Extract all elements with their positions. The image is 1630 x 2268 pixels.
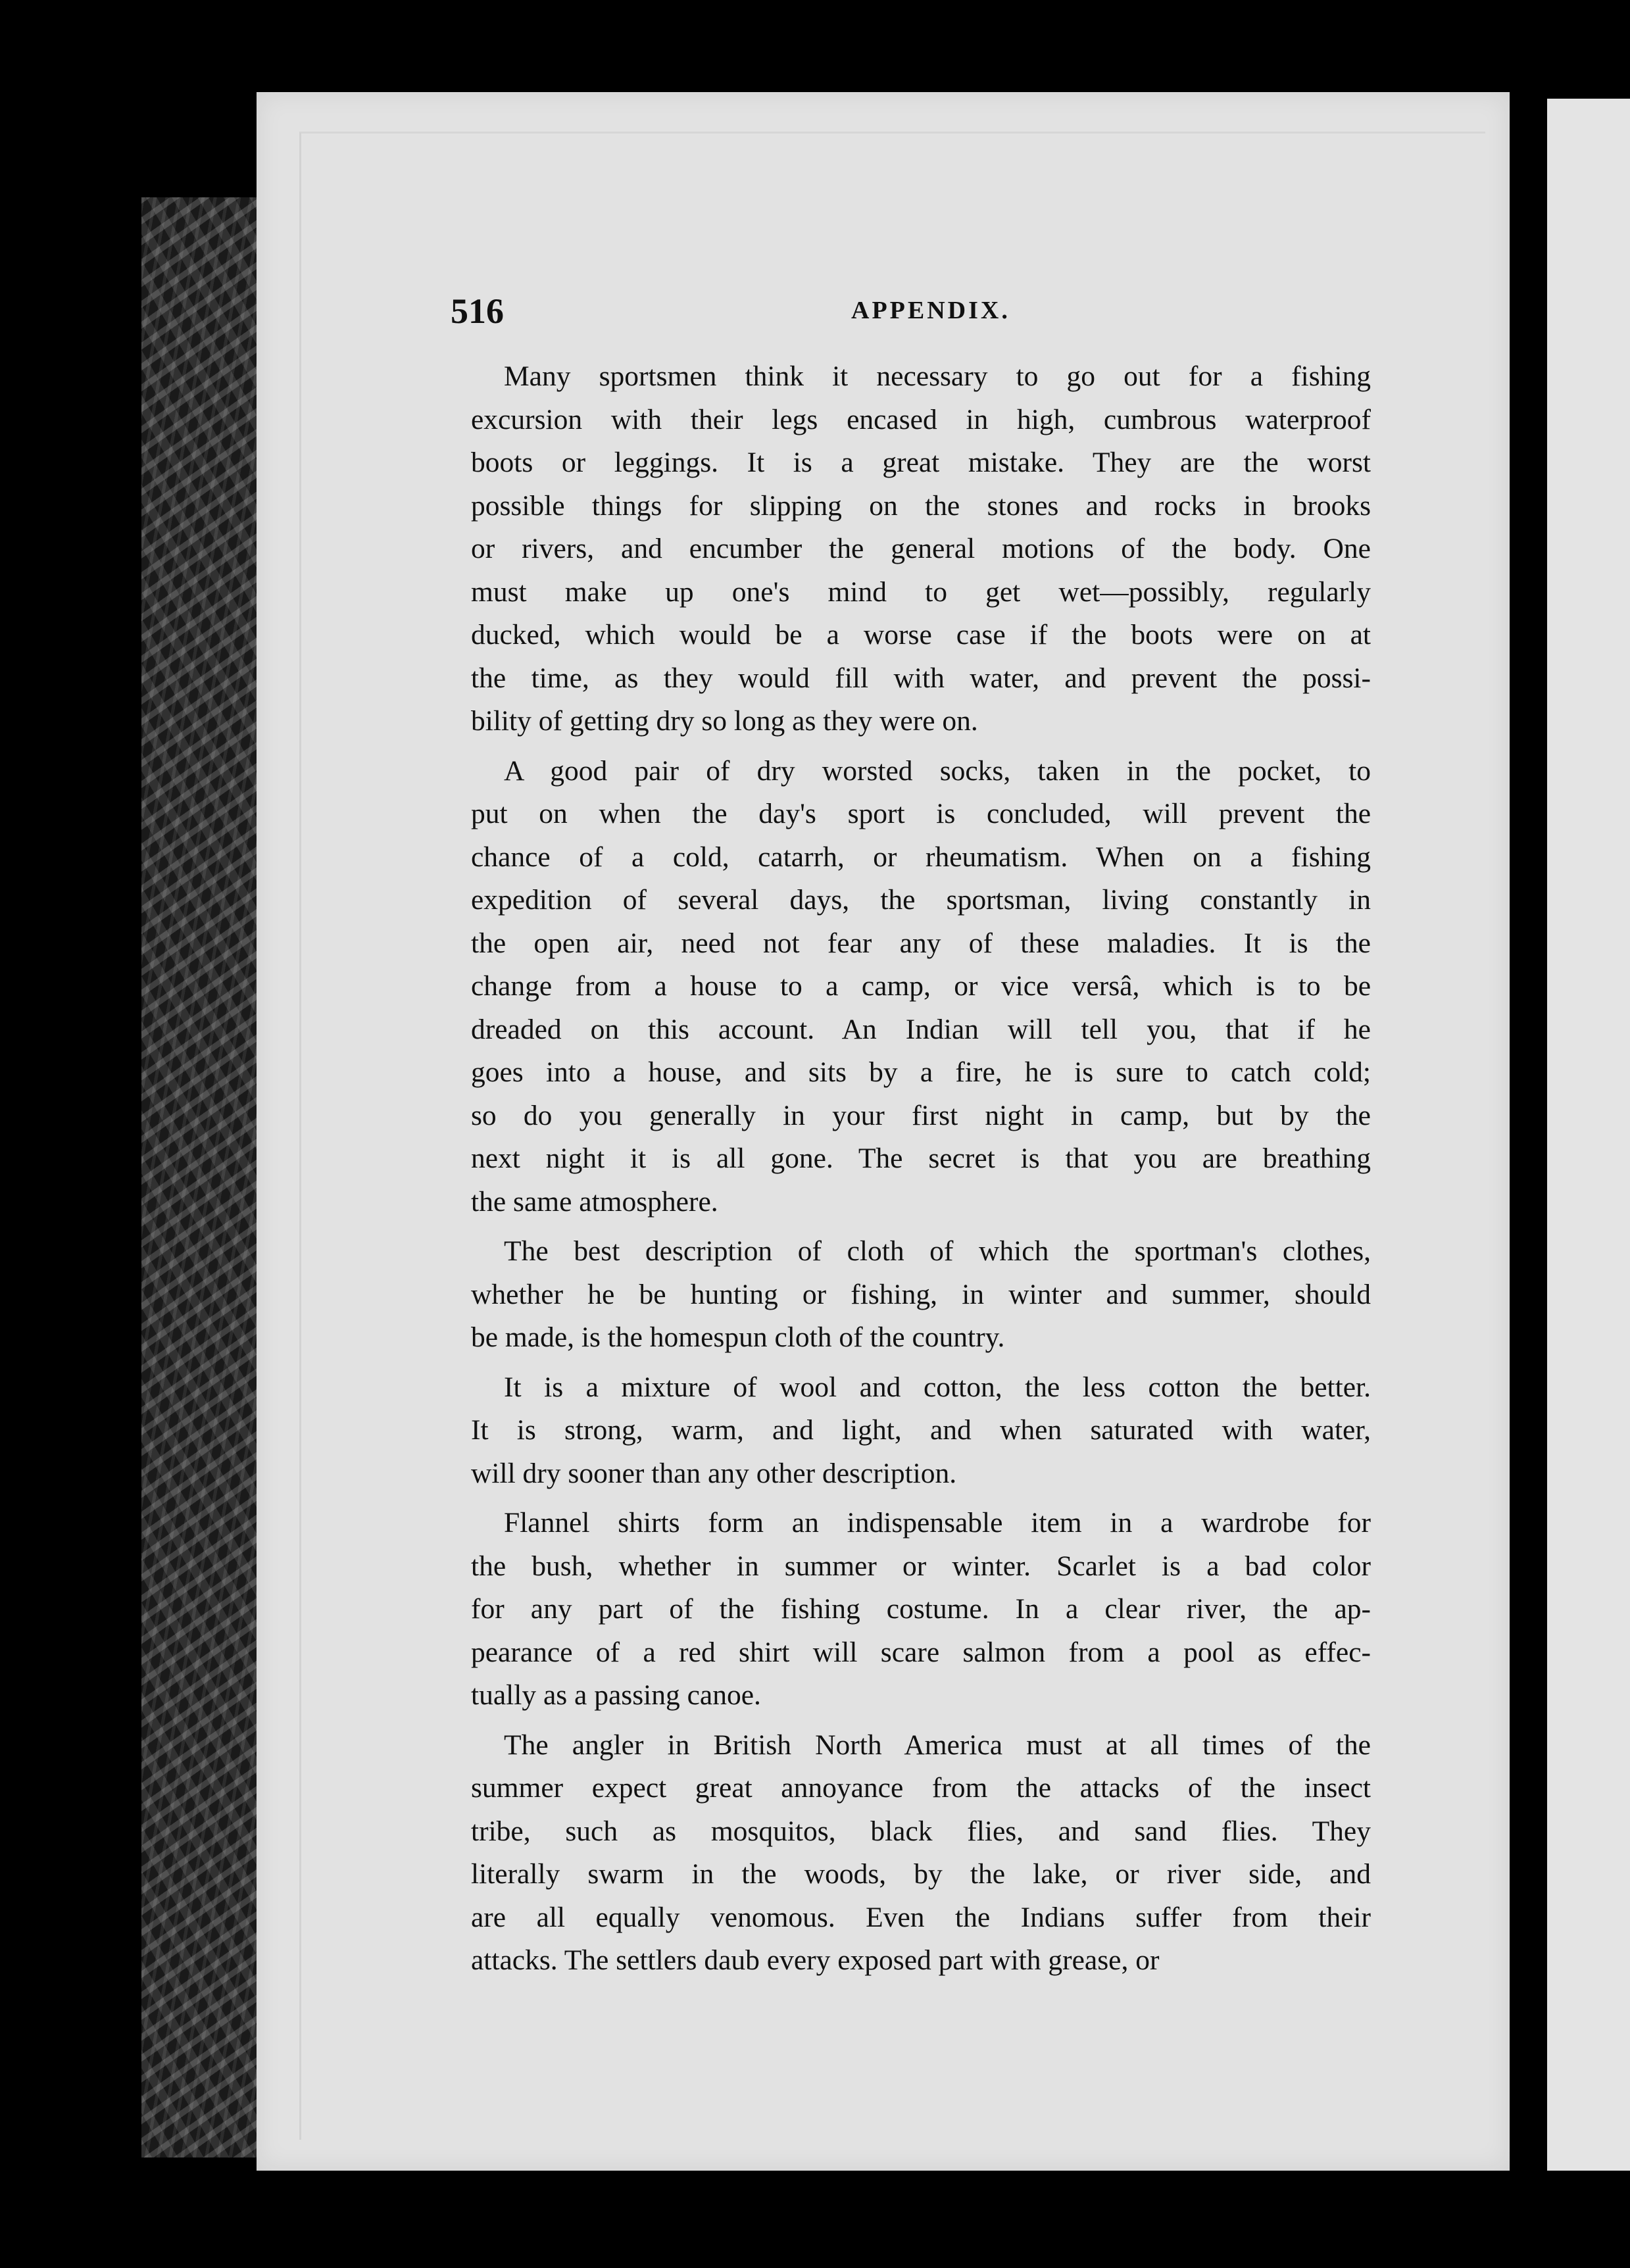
text-line: goes into a house, and sits by a fire, he is sure to catch cold; xyxy=(471,1056,1371,1088)
text-line: will dry sooner than any other description. xyxy=(471,1457,957,1489)
text-line: so do you generally in your first night in camp, but by the xyxy=(471,1099,1371,1131)
text-line: It is strong, warm, and light, and when saturated with water, xyxy=(471,1414,1371,1446)
text-line: must make up one's mind to get wet—possibly, regularly xyxy=(471,576,1371,608)
text-line: put on when the day's sport is concluded, will prevent the xyxy=(471,798,1371,829)
body-text xyxy=(471,355,1371,1983)
text-line: Flannel shirts form an indispensable item in a wardrobe for xyxy=(504,1507,1371,1539)
text-line: be made, is the homespun cloth of the country. xyxy=(471,1321,1005,1353)
page-number: 516 xyxy=(451,291,504,331)
text-line: A good pair of dry worsted socks, taken in the pocket, to xyxy=(504,754,1371,787)
text-line: excursion with their legs encased in high, cumbrous waterproof xyxy=(471,403,1371,435)
text-line: whether he be hunting or fishing, in winter and summer, should xyxy=(471,1278,1371,1310)
text-line: next night it is all gone. The secret is that you are breathing xyxy=(471,1143,1371,1174)
paragraph xyxy=(471,750,1371,1224)
text-line: tribe, such as mosquitos, black flies, and sand flies. They xyxy=(471,1815,1371,1847)
text-line: Many sportsmen think it necessary to go out for a fishing xyxy=(504,360,1371,392)
text-line: bility of getting dry so long as they were on. xyxy=(471,705,978,737)
running-head: APPENDIX. xyxy=(851,297,1010,324)
text-line: summer expect great annoyance from the attacks of the insect xyxy=(471,1772,1371,1804)
text-line: possible things for slipping on the stones and rocks in brooks xyxy=(471,489,1371,522)
text-line: or rivers, and encumber the general motions of the body. One xyxy=(471,533,1371,564)
text-line: literally swarm in the woods, by the lake, or river side, and xyxy=(471,1858,1371,1890)
text-line: The angler in British North America must at all times of the xyxy=(504,1729,1371,1761)
text-line: the open air, need not fear any of these maladies. It is the xyxy=(471,927,1371,959)
text-line: tually as a passing canoe. xyxy=(471,1679,761,1711)
text-line: change from a house to a camp, or vice versâ, which is to be xyxy=(471,970,1371,1002)
text-line: chance of a cold, catarrh, or rheumatism. When on a fishing xyxy=(471,841,1371,873)
text-line: dreaded on this account. An Indian will tell you, that if he xyxy=(471,1013,1371,1045)
paragraph xyxy=(471,1366,1371,1496)
text-line: for any part of the fishing costume. In a clear river, the ap- xyxy=(471,1593,1371,1625)
marbled-endpaper xyxy=(141,197,273,2157)
text-line: expedition of several days, the sportsman, living constantly in xyxy=(471,884,1371,916)
text-line: ducked, which would be a worse case if the boots were on at xyxy=(471,619,1371,651)
text-line: attacks. The settlers daub every exposed part with grease, or xyxy=(471,1944,1160,1976)
text-line: It is a mixture of wool and cotton, the less cotton the better. xyxy=(504,1371,1371,1403)
text-line: are all equally venomous. Even the Indians suffer from their xyxy=(471,1901,1371,1933)
paragraph xyxy=(471,1230,1371,1360)
text-line: boots or leggings. It is a great mistake. They are the worst xyxy=(471,447,1371,478)
text-line: the same atmosphere. xyxy=(471,1185,718,1218)
text-line: The best description of cloth of which the sportman's clothes, xyxy=(504,1235,1371,1267)
paragraph xyxy=(471,1502,1371,1717)
text-line: the time, as they would fill with water, and prevent the possi- xyxy=(471,662,1371,694)
paragraph xyxy=(471,355,1371,743)
text-line: pearance of a red shirt will scare salmon from a pool as effec- xyxy=(471,1636,1371,1668)
paragraph xyxy=(471,1724,1371,1983)
text-line: the bush, whether in summer or winter. Scarlet is a bad color xyxy=(471,1550,1371,1582)
facing-page-edge xyxy=(1547,99,1630,2171)
